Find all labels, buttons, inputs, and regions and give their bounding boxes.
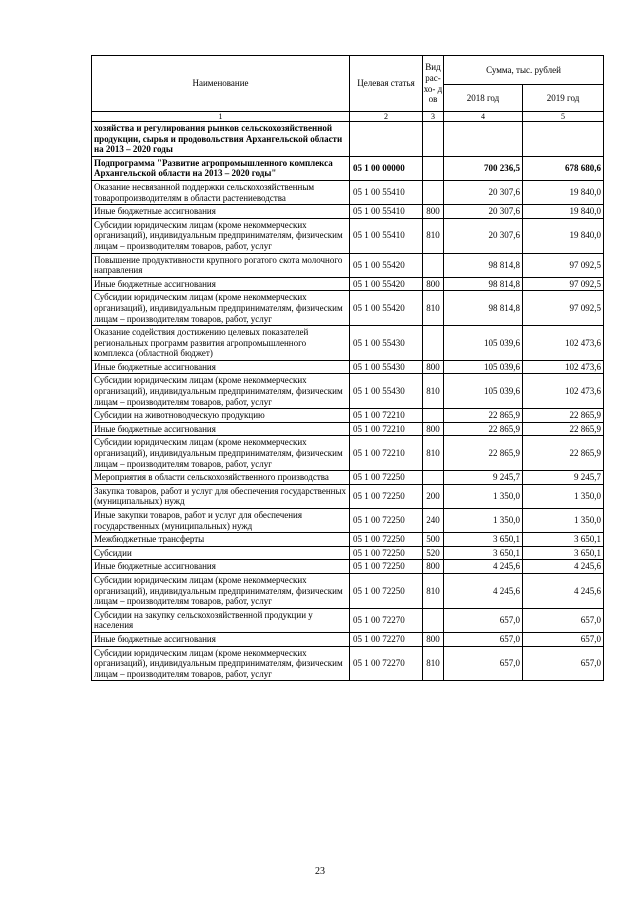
cell-sum-2019: 1 350,0 — [523, 509, 604, 533]
cell-target-article: 05 1 00 55420 — [350, 291, 423, 326]
cell-expense-type — [423, 471, 444, 485]
cell-target-article: 05 1 00 55430 — [350, 374, 423, 409]
header-target-article: Целевая статья — [350, 56, 423, 112]
cell-expense-type — [423, 156, 444, 180]
cell-sum-2018: 9 245,7 — [444, 471, 523, 485]
column-number: 2 — [350, 112, 423, 122]
cell-sum-2018: 98 814,8 — [444, 253, 523, 277]
cell-sum-2019: 97 092,5 — [523, 253, 604, 277]
cell-target-article: 05 1 00 72250 — [350, 546, 423, 560]
table-row — [92, 546, 604, 560]
cell-target-article: 05 1 00 55420 — [350, 253, 423, 277]
column-number: 4 — [444, 112, 523, 122]
cell-sum-2019: 3 650,1 — [523, 546, 604, 560]
cell-sum-2019: 9 245,7 — [523, 471, 604, 485]
cell-target-article: 05 1 00 55430 — [350, 360, 423, 374]
cell-name: Закупка товаров, работ и услуг для обеспечения государственных (муниципальных) нужд — [92, 484, 350, 508]
table-body — [92, 122, 604, 681]
table-row — [92, 253, 604, 277]
cell-sum-2018: 1 350,0 — [444, 509, 523, 533]
cell-sum-2019: 657,0 — [523, 608, 604, 632]
cell-sum-2018: 3 650,1 — [444, 533, 523, 547]
cell-expense-type: 520 — [423, 546, 444, 560]
table-row — [92, 436, 604, 471]
table-row — [92, 632, 604, 646]
cell-target-article: 05 1 00 72250 — [350, 471, 423, 485]
cell-target-article: 05 1 00 72270 — [350, 646, 423, 681]
cell-target-article: 05 1 00 72210 — [350, 422, 423, 436]
cell-sum-2018: 4 245,6 — [444, 560, 523, 574]
table-row — [92, 205, 604, 219]
table-row — [92, 608, 604, 632]
cell-name: Подпрограмма "Развитие агропромышленного комплекса Архангельской области на 2013 – 2020 годы" — [92, 156, 350, 180]
cell-expense-type — [423, 608, 444, 632]
cell-name: хозяйства и регулирования рынков сельскохозяйственной продукции, сырья и продовольствия Архангельской области на 2013 – 2020 годы — [92, 122, 350, 157]
cell-sum-2018 — [444, 122, 523, 157]
cell-expense-type: 810 — [423, 374, 444, 409]
cell-target-article: 05 1 00 55410 — [350, 205, 423, 219]
cell-name: Субсидии — [92, 546, 350, 560]
cell-sum-2018: 105 039,6 — [444, 326, 523, 361]
header-sum: Сумма, тыс. рублей — [444, 56, 604, 85]
header-year-2018: 2018 год — [444, 85, 523, 112]
cell-expense-type: 810 — [423, 218, 444, 253]
cell-sum-2019 — [523, 122, 604, 157]
cell-expense-type: 500 — [423, 533, 444, 547]
cell-sum-2019: 19 840,0 — [523, 218, 604, 253]
cell-sum-2018: 105 039,6 — [444, 374, 523, 409]
cell-target-article: 05 1 00 55420 — [350, 277, 423, 291]
table-row — [92, 484, 604, 508]
cell-sum-2018: 700 236,5 — [444, 156, 523, 180]
cell-sum-2019: 4 245,6 — [523, 573, 604, 608]
cell-name: Субсидии юридическим лицам (кроме некоммерческих организаций), индивидуальным предпринимателям, физическим лицам – производителям товаров, работ, услуг — [92, 374, 350, 409]
cell-name: Иные бюджетные ассигнования — [92, 632, 350, 646]
table-row — [92, 218, 604, 253]
cell-expense-type: 810 — [423, 436, 444, 471]
cell-name: Субсидии на животноводческую продукцию — [92, 409, 350, 423]
page-number: 23 — [315, 866, 325, 877]
table-row — [92, 156, 604, 180]
cell-name: Иные бюджетные ассигнования — [92, 360, 350, 374]
cell-sum-2018: 4 245,6 — [444, 573, 523, 608]
cell-expense-type — [423, 253, 444, 277]
cell-target-article: 05 1 00 72210 — [350, 409, 423, 423]
cell-sum-2019: 22 865,9 — [523, 422, 604, 436]
cell-sum-2019: 678 680,6 — [523, 156, 604, 180]
table-row — [92, 509, 604, 533]
cell-sum-2019: 102 473,6 — [523, 360, 604, 374]
cell-target-article: 05 1 00 55430 — [350, 326, 423, 361]
column-number: 5 — [523, 112, 604, 122]
cell-target-article: 05 1 00 72270 — [350, 608, 423, 632]
cell-expense-type: 240 — [423, 509, 444, 533]
table-row — [92, 180, 604, 204]
cell-name: Оказание содействия достижению целевых показателей региональных программ развития агропромышленного комплекса (областной бюджет) — [92, 326, 350, 361]
cell-name: Субсидии юридическим лицам (кроме некоммерческих организаций), индивидуальным предпринимателям, физическим лицам – производителям товаров, работ, услуг — [92, 573, 350, 608]
cell-sum-2019: 97 092,5 — [523, 291, 604, 326]
cell-target-article: 05 1 00 72270 — [350, 632, 423, 646]
cell-sum-2019: 97 092,5 — [523, 277, 604, 291]
cell-name: Субсидии юридическим лицам (кроме некоммерческих организаций), индивидуальным предпринимателям, физическим лицам – производителям товаров, работ, услуг — [92, 436, 350, 471]
header-year-2019: 2019 год — [523, 85, 604, 112]
cell-name: Мероприятия в области сельскохозяйственного производства — [92, 471, 350, 485]
cell-name: Межбюджетные трансферты — [92, 533, 350, 547]
cell-sum-2018: 22 865,9 — [444, 436, 523, 471]
table-row — [92, 533, 604, 547]
cell-name: Повышение продуктивности крупного рогатого скота молочного направления — [92, 253, 350, 277]
cell-name: Иные бюджетные ассигнования — [92, 277, 350, 291]
table-row — [92, 646, 604, 681]
cell-sum-2019: 19 840,0 — [523, 205, 604, 219]
cell-sum-2018: 657,0 — [444, 632, 523, 646]
cell-expense-type: 800 — [423, 205, 444, 219]
cell-name: Иные бюджетные ассигнования — [92, 422, 350, 436]
cell-expense-type: 200 — [423, 484, 444, 508]
cell-sum-2018: 20 307,6 — [444, 218, 523, 253]
cell-target-article: 05 1 00 72210 — [350, 436, 423, 471]
cell-name: Субсидии на закупку сельскохозяйственной продукции у населения — [92, 608, 350, 632]
cell-expense-type: 800 — [423, 560, 444, 574]
table-row — [92, 471, 604, 485]
cell-sum-2018: 657,0 — [444, 646, 523, 681]
cell-expense-type — [423, 122, 444, 157]
cell-name: Субсидии юридическим лицам (кроме некоммерческих организаций), индивидуальным предпринимателям, физическим лицам – производителям товаров, работ, услуг — [92, 218, 350, 253]
cell-sum-2019: 4 245,6 — [523, 560, 604, 574]
cell-target-article: 05 1 00 55410 — [350, 218, 423, 253]
table-row — [92, 291, 604, 326]
cell-sum-2018: 22 865,9 — [444, 422, 523, 436]
cell-sum-2019: 102 473,6 — [523, 326, 604, 361]
cell-target-article — [350, 122, 423, 157]
column-number: 1 — [92, 112, 350, 122]
table-row — [92, 560, 604, 574]
cell-expense-type: 810 — [423, 646, 444, 681]
table-row — [92, 360, 604, 374]
cell-sum-2018: 98 814,8 — [444, 291, 523, 326]
cell-name: Субсидии юридическим лицам (кроме некоммерческих организаций), индивидуальным предпринимателям, физическим лицам – производителям товаров, работ, услуг — [92, 646, 350, 681]
cell-target-article: 05 1 00 72250 — [350, 560, 423, 574]
table-row — [92, 122, 604, 157]
table-row — [92, 409, 604, 423]
table-row — [92, 573, 604, 608]
table-row — [92, 374, 604, 409]
cell-sum-2018: 1 350,0 — [444, 484, 523, 508]
cell-target-article: 05 1 00 72250 — [350, 533, 423, 547]
budget-table — [91, 55, 604, 681]
cell-name: Иные бюджетные ассигнования — [92, 205, 350, 219]
cell-sum-2019: 657,0 — [523, 632, 604, 646]
cell-name: Иные бюджетные ассигнования — [92, 560, 350, 574]
cell-sum-2019: 19 840,0 — [523, 180, 604, 204]
cell-sum-2019: 102 473,6 — [523, 374, 604, 409]
table-row — [92, 277, 604, 291]
cell-name: Оказание несвязанной поддержки сельскохозяйственным товаропроизводителям в области растениеводства — [92, 180, 350, 204]
cell-sum-2018: 98 814,8 — [444, 277, 523, 291]
table-row — [92, 326, 604, 361]
cell-target-article: 05 1 00 55410 — [350, 180, 423, 204]
cell-sum-2018: 20 307,6 — [444, 205, 523, 219]
cell-sum-2018: 22 865,9 — [444, 409, 523, 423]
cell-sum-2018: 105 039,6 — [444, 360, 523, 374]
cell-target-article: 05 1 00 72250 — [350, 573, 423, 608]
cell-sum-2018: 20 307,6 — [444, 180, 523, 204]
cell-sum-2018: 3 650,1 — [444, 546, 523, 560]
cell-expense-type — [423, 326, 444, 361]
cell-expense-type: 810 — [423, 573, 444, 608]
header-name: Наименование — [92, 56, 350, 112]
cell-expense-type: 800 — [423, 632, 444, 646]
cell-target-article: 05 1 00 72250 — [350, 509, 423, 533]
column-number: 3 — [423, 112, 444, 122]
cell-expense-type — [423, 409, 444, 423]
table-row — [92, 422, 604, 436]
cell-expense-type: 800 — [423, 422, 444, 436]
cell-sum-2019: 657,0 — [523, 646, 604, 681]
cell-expense-type: 810 — [423, 291, 444, 326]
cell-name: Субсидии юридическим лицам (кроме некоммерческих организаций), индивидуальным предпринимателям, физическим лицам – производителям товаров, работ, услуг — [92, 291, 350, 326]
cell-expense-type: 800 — [423, 277, 444, 291]
header-expense-type: Вид рас- хо- дов — [423, 56, 444, 112]
cell-sum-2019: 3 650,1 — [523, 533, 604, 547]
cell-name: Иные закупки товаров, работ и услуг для обеспечения государственных (муниципальных) нужд — [92, 509, 350, 533]
cell-expense-type: 800 — [423, 360, 444, 374]
cell-expense-type — [423, 180, 444, 204]
cell-sum-2019: 1 350,0 — [523, 484, 604, 508]
cell-target-article: 05 1 00 72250 — [350, 484, 423, 508]
cell-target-article: 05 1 00 00000 — [350, 156, 423, 180]
cell-sum-2018: 657,0 — [444, 608, 523, 632]
cell-sum-2019: 22 865,9 — [523, 409, 604, 423]
cell-sum-2019: 22 865,9 — [523, 436, 604, 471]
